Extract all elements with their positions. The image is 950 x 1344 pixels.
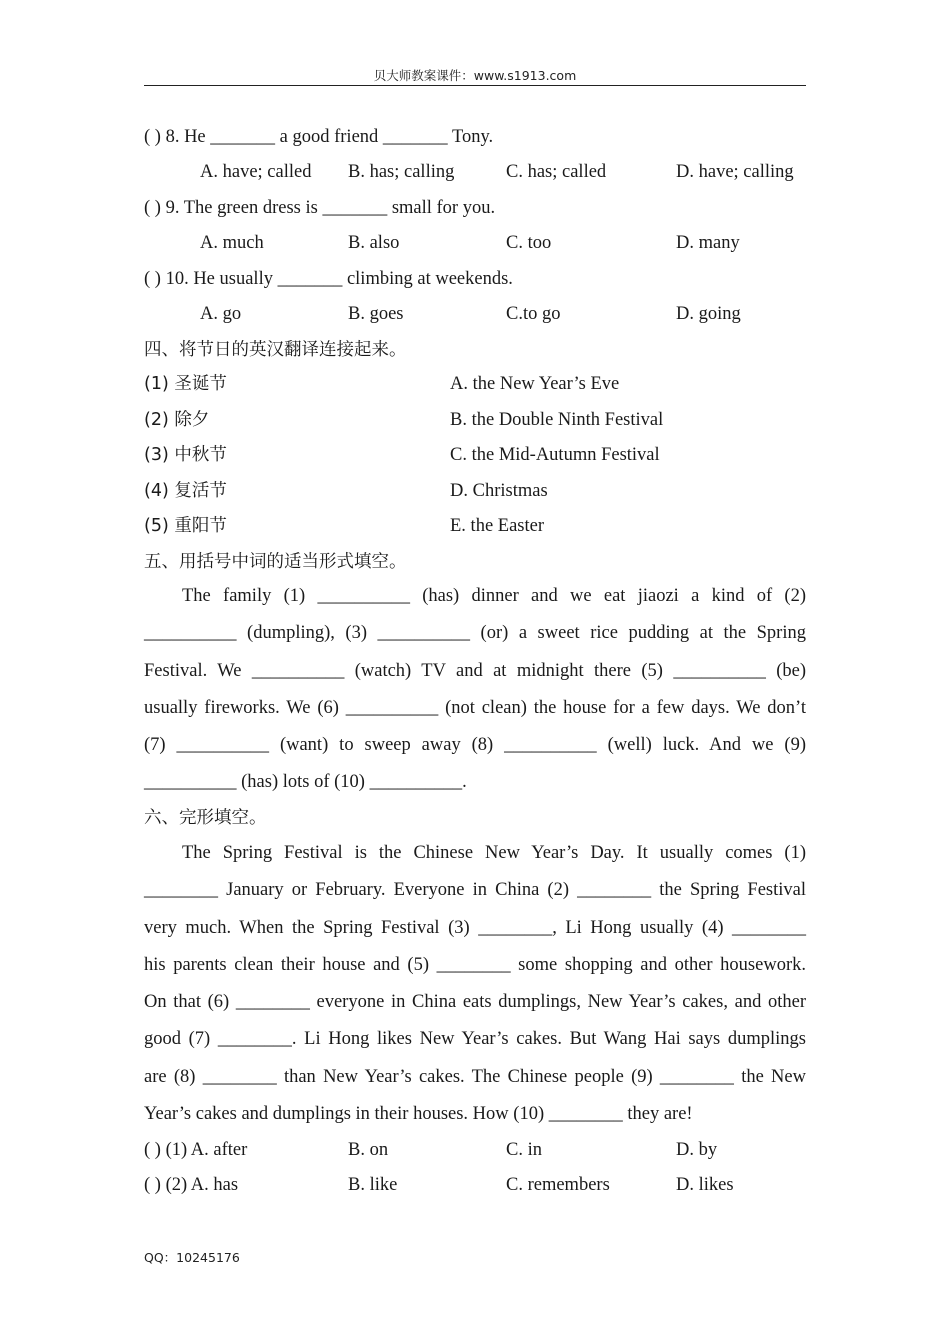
match-right-item: A. the New Year’s Eve [450,374,620,394]
passage-line: Year’s cakes and dumplings in their houses. How (10) ________ they are! [144,1104,693,1125]
passage-line: Festival. We __________ (watch) TV and at midnight there (5) __________ (be) [144,660,806,681]
question-10-option-d: D. going [676,304,741,324]
passage-line: are (8) ________ than New Year’s cakes. The Chinese people (9) ________ the New [144,1066,806,1087]
cloze-2-option-d: D. likes [676,1175,734,1195]
passage-line: On that (6) ________ everyone in China eats dumplings, New Year’s cakes, and other [144,992,806,1013]
section-6-title: 六、完形填空。 [144,808,267,828]
passage-line: __________ (has) lots of (10) __________. [144,772,467,793]
page-footer: QQ：10245176 [144,1250,240,1265]
match-right-item: C. the Mid-Autumn Festival [450,445,660,465]
section-5-title: 五、用括号中词的适当形式填空。 [144,552,407,572]
passage-line: usually fireworks. We (6) __________ (not clean) the house for a few days. We don’t [144,697,806,718]
question-10-option-b: B. goes [348,304,404,324]
page-header: 贝大师教案课件：www.s1913.com [373,68,577,83]
match-left-item: (4) 复活节 [144,481,227,501]
cloze-1-option-d: D. by [676,1140,718,1160]
cloze-1-option-b: B. on [348,1140,389,1160]
passage-line: very much. When the Spring Festival (3) ________, Li Hong usually (4) ________ [144,917,806,938]
header-rule [144,85,806,86]
question-10-option-a: A. go [200,304,242,324]
question-9-option-d: D. many [676,233,740,253]
question-8-option-d: D. have; calling [676,162,794,182]
question-9-option-b: B. also [348,233,400,253]
match-left-item: (5) 重阳节 [144,516,227,536]
match-left-item: (2) 除夕 [144,410,210,430]
match-right-item: E. the Easter [450,516,544,536]
passage-line: The Spring Festival is the Chinese New Year’s Day. It usually comes (1) [182,843,806,863]
passage-line: (7) __________ (want) to sweep away (8) __________ (well) luck. And we (9) [144,735,806,756]
cloze-2-option-b: B. like [348,1175,398,1195]
section-6-passage [144,835,806,1133]
passage-line: The family (1) __________ (has) dinner and we eat jiaozi a kind of (2) [182,586,806,606]
cloze-1-option-a: ( ) (1) A. after [144,1140,248,1160]
question-8-option-a: A. have; called [200,162,312,182]
match-right-item: D. Christmas [450,481,548,501]
passage-line: ________ January or February. Everyone in China (2) ________ the Spring Festival [144,880,806,901]
cloze-2-option-c: C. remembers [506,1175,610,1195]
question-10-stem: ( ) 10. He usually _______ climbing at weekends. [144,269,513,289]
passage-line: his parents clean their house and (5) ________ some shopping and other housework. [144,954,806,975]
question-10-option-c: C.to go [506,304,561,324]
question-9-stem: ( ) 9. The green dress is _______ small for you. [144,198,496,218]
question-9-option-c: C. too [506,233,552,253]
cloze-2-option-a: ( ) (2) A. has [144,1175,239,1195]
passage-line: __________ (dumpling), (3) __________ (or) a sweet rice pudding at the Spring [144,623,806,644]
question-8-option-c: C. has; called [506,162,607,182]
passage-line: good (7) ________. Li Hong likes New Year’s cakes. But Wang Hai says dumplings [144,1029,806,1050]
section-4-title: 四、将节日的英汉翻译连接起来。 [144,340,407,360]
match-right-item: B. the Double Ninth Festival [450,410,664,430]
match-left-item: (1) 圣诞节 [144,374,227,394]
question-8-option-b: B. has; calling [348,162,455,182]
cloze-1-option-c: C. in [506,1140,542,1160]
section-5-passage [144,578,806,802]
question-8-stem: ( ) 8. He _______ a good friend _______ Tony. [144,127,494,147]
match-left-item: (3) 中秋节 [144,445,227,465]
question-9-option-a: A. much [200,233,264,253]
